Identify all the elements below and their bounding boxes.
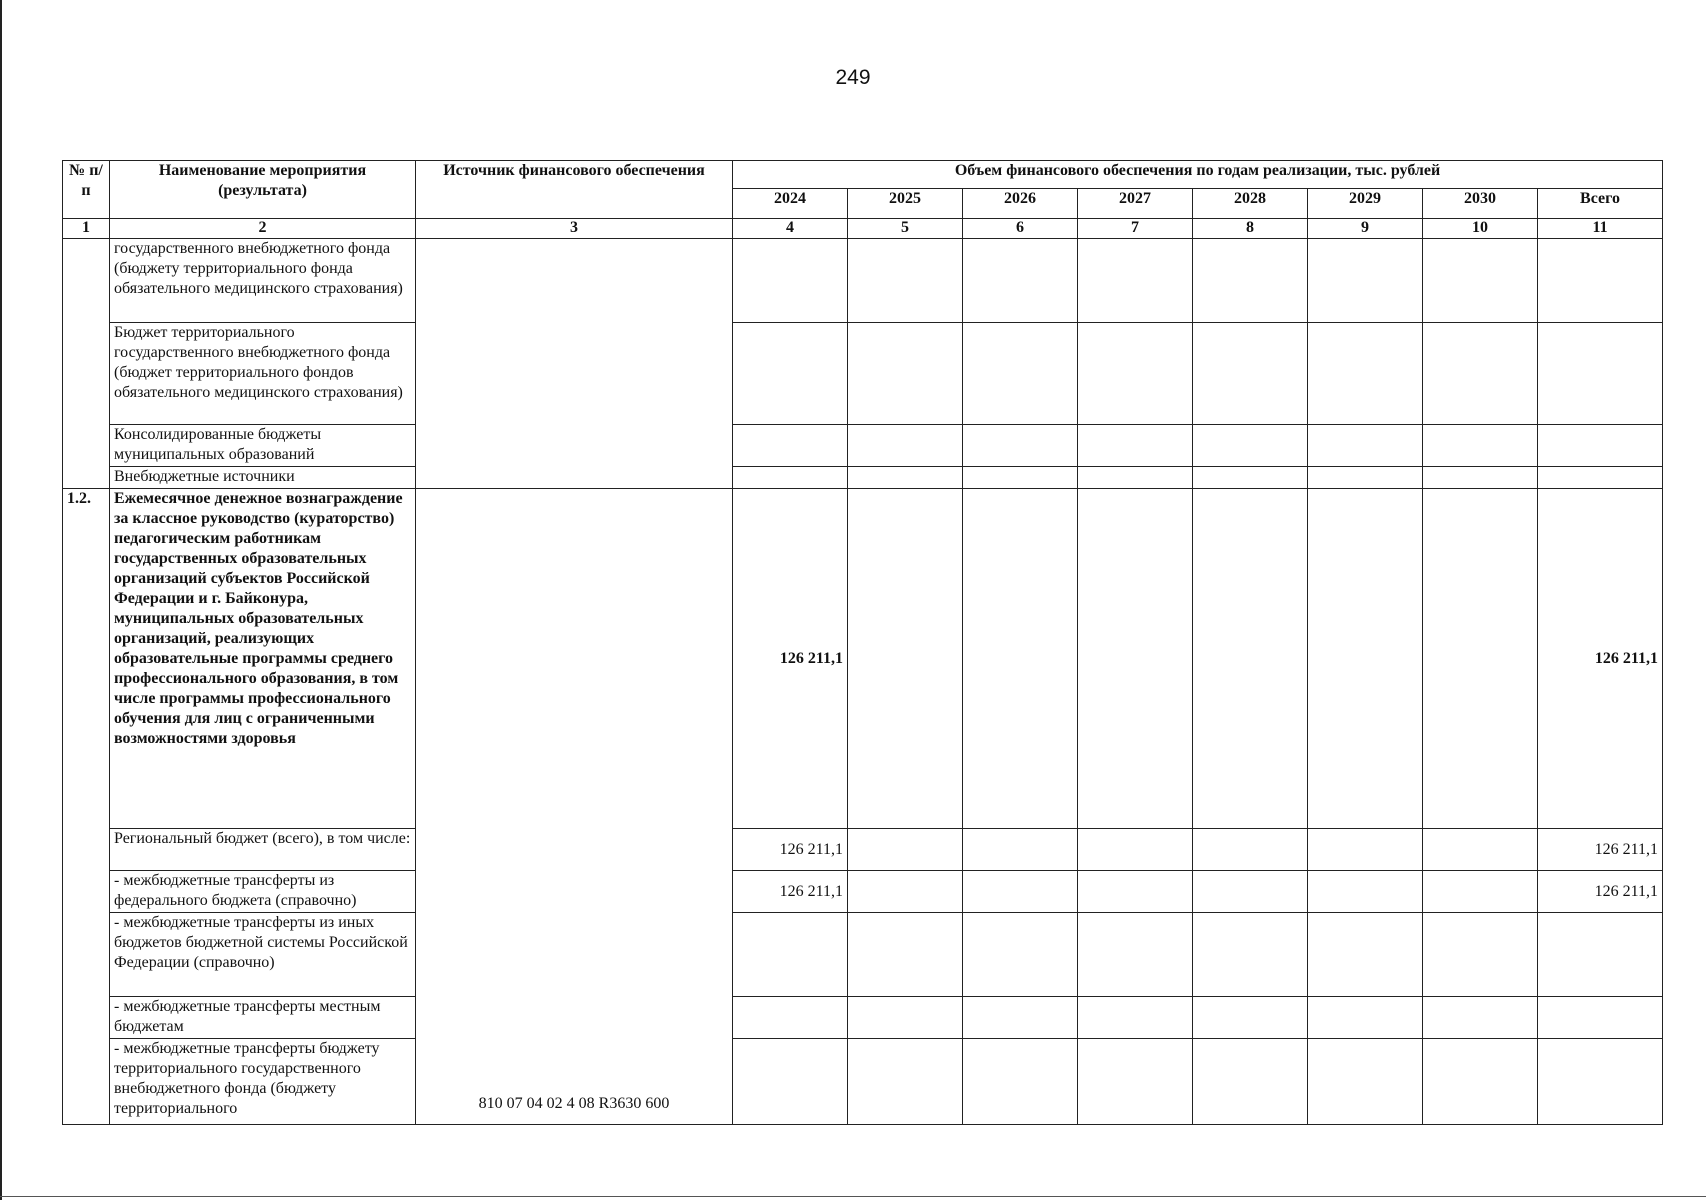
table-row (63, 913, 1663, 997)
table-row (63, 489, 1663, 829)
header-year-2025: 2025 (848, 189, 963, 219)
column-number: 11 (1538, 219, 1663, 239)
column-number: 4 (733, 219, 848, 239)
header-volume: Объем финансового обеспечения по годам реализации, тыс. рублей (733, 161, 1663, 189)
row-name: Региональный бюджет (всего), в том числе: (110, 829, 416, 871)
value-2024: 126 211,1 (733, 489, 848, 829)
row-name: - межбюджетные трансферты из иных бюджетов бюджетной системы Российской Федерации (справочно) (110, 913, 416, 997)
financing-table (62, 160, 1663, 1125)
header-total: Всего (1538, 189, 1663, 219)
value-2024: 126 211,1 (733, 829, 848, 871)
header-year-2026: 2026 (963, 189, 1078, 219)
row-name: - межбюджетные трансферты местным бюджетам (110, 997, 416, 1039)
column-number: 8 (1193, 219, 1308, 239)
table-row (63, 1039, 1663, 1125)
column-number: 6 (963, 219, 1078, 239)
item-number: 1.2. (63, 489, 110, 1125)
header-year-2024: 2024 (733, 189, 848, 219)
page-left-edge (0, 0, 2, 1200)
row-number-cell (63, 239, 110, 489)
page-number: 249 (835, 66, 871, 89)
row-source (416, 239, 733, 489)
header-year-2028: 2028 (1193, 189, 1308, 219)
column-number: 2 (110, 219, 416, 239)
row-name: Внебюджетные источники (110, 467, 416, 489)
row-name: - межбюджетные трансферты бюджету территориального государственного внебюджетного фонда (бюджету территориального (110, 1039, 416, 1125)
row-name: государственного внебюджетного фонда (бюджету территориального фонда обязательного медицинского страхования) (110, 239, 416, 323)
table-row (63, 323, 1663, 425)
column-number: 1 (63, 219, 110, 239)
value-2024: 126 211,1 (733, 871, 848, 913)
row-name: Бюджет территориального государственного внебюджетного фонда (бюджет территориального фондов обязательного медицинского страхования) (110, 323, 416, 425)
table-row (63, 997, 1663, 1039)
header-year-2030: 2030 (1423, 189, 1538, 219)
scan-bottom-edge (0, 1196, 1706, 1197)
header-year-2027: 2027 (1078, 189, 1193, 219)
column-number: 7 (1078, 219, 1193, 239)
header-number: № п/п (63, 161, 110, 219)
header-source: Источник финансового обеспечения (416, 161, 733, 219)
column-number: 3 (416, 219, 733, 239)
row-name: - межбюджетные трансферты из федерального бюджета (справочно) (110, 871, 416, 913)
table-row (63, 829, 1663, 871)
table-row (63, 239, 1663, 323)
table-row (63, 425, 1663, 467)
item-source-code: 810 07 04 02 4 08 R3630 600 (416, 489, 733, 1125)
header-year-2029: 2029 (1308, 189, 1423, 219)
value-total: 126 211,1 (1538, 489, 1663, 829)
value-total: 126 211,1 (1538, 829, 1663, 871)
value-total: 126 211,1 (1538, 871, 1663, 913)
column-number: 9 (1308, 219, 1423, 239)
column-number: 5 (848, 219, 963, 239)
table-row (63, 871, 1663, 913)
header-name: Наименование мероприятия (результата) (110, 161, 416, 219)
column-number: 10 (1423, 219, 1538, 239)
item-title: Ежемесячное денежное вознаграждение за классное руководство (кураторство) педагогическим работникам государственных образовательных организаций субъектов Российской Федерации и г. Байконура, муниципальных образовательных организаций, реализующих образовательные программы среднего профессионального образования, в том числе программы профессионального обучения для лиц с ограниченными возможностями здоровья (110, 489, 416, 829)
row-name: Консолидированные бюджеты муниципальных образований (110, 425, 416, 467)
table-row (63, 467, 1663, 489)
